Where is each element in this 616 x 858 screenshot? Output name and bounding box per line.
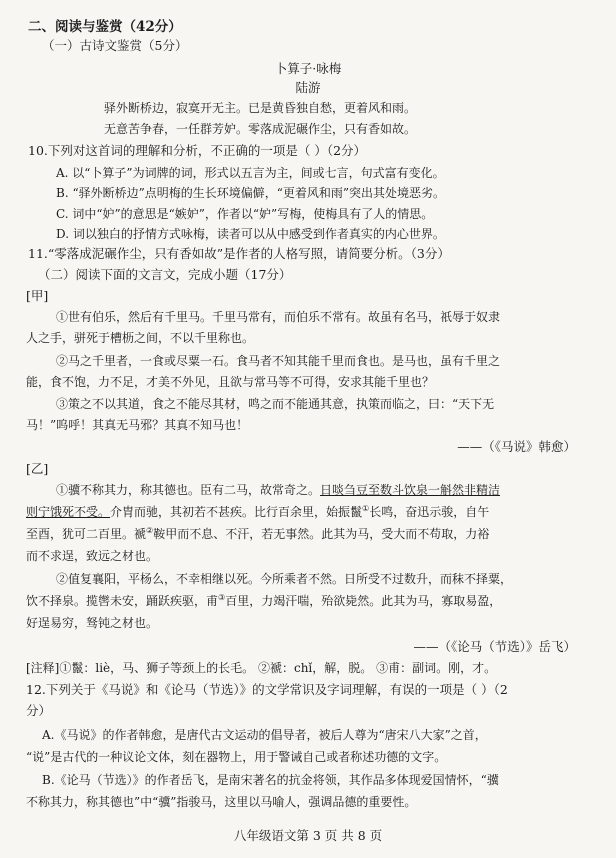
yi-source: ——（《论马（节选）》岳飞） (413, 639, 576, 654)
yi-p1-line3 (26, 528, 489, 540)
poem-title: 卜算子·咏梅 (274, 61, 342, 76)
jia-p2-line2: 能，食不饱，力不足，才美不外见，且欲与常马等不可得，安求其能千里也？ (26, 375, 435, 389)
yi-p1-line1 (56, 484, 500, 496)
note-marker-3: ③ (218, 593, 226, 602)
q12-option-a-line1: A.《马说》的作者韩愈，是唐代古文运动的倡导者，被后人尊为“唐宋八大家”之首， (42, 728, 487, 742)
jia-p1-line1: ①世有伯乐，然后有千里马。千里马常有，而伯乐不常有。故虽有名马，祇辱于奴隶 (56, 310, 501, 324)
yi-p2-line3: 好逞易穷，驽钝之材也。 (26, 616, 159, 630)
yi-p1-line2 (26, 506, 489, 518)
yi-label: [乙] (26, 461, 49, 476)
jia-label: [甲] (26, 288, 49, 303)
q12-stem: 12.下列关于《马说》和《论马（节选）》的文学常识及字词理解，有误的一项是（ ）（2 (26, 682, 508, 697)
note-3: ③甫：副词。刚，才。 (376, 661, 497, 675)
yi-p2-line2-tail: 百里，力竭汗喘，殆欲毙然。此其为马，寡取易盈， (225, 594, 502, 608)
q10-option-d: D. 词以独白的抒情方式咏梅，读者可以从中感受到作者真实的内心世界。 (56, 227, 445, 241)
part2-title: （二）阅读下面的文言文，完成小题（17分） (38, 267, 292, 282)
poem-author: 陆游 (295, 80, 321, 95)
q10-option-a: A. 以“卜算子”为词牌的词，形式以五言为主，间或七言，句式富有变化。 (56, 166, 445, 180)
note-1: ①鬣：liè，马、狮子等颈上的长毛。 (59, 661, 255, 675)
poem-line-2: 无意苦争春，一任群芳妒。零落成泥碾作尘，只有香如故。 (104, 122, 417, 136)
q12-option-a-line2: “说”是古代的一种议论文体，刻在器物上，用于警诫自己或者称述功德的文字。 (26, 750, 447, 764)
jia-p2-line1: ②马之千里者，一食或尽粟一石。食马者不知其能千里而食也。是马也，虽有千里之 (56, 354, 501, 368)
yi-p1-line4: 而不求逞，致远之材也。 (26, 549, 159, 563)
part1-title: （一）古诗文鉴赏（5分） (42, 38, 188, 53)
yi-p1-line3-tail: 鞍甲而不息、不汗，若无事然。此其为马，受大而不苟取，力裕 (153, 527, 490, 541)
q11-stem: 11.“零落成泥碾作尘，只有香如故”是作者的人格写照，请简要分析。（3分） (28, 246, 450, 261)
notes-label: [注释] (26, 661, 60, 675)
jia-p3-line1: ③策之不以其道，食之不能尽其材，鸣之而不能通其意，执策而临之，曰：“天下无 (56, 397, 495, 411)
jia-p3-line2: 马！”呜呼！其真无马邪？其真不知马也！ (26, 418, 249, 432)
yi-p2-line2 (26, 595, 501, 607)
notes (26, 662, 496, 674)
note-marker-2: ② (146, 526, 154, 535)
yi-p2-line1: ②值复襄阳，平杨么，不幸相继以死。今所乘者不然。日所受不过数升，而秣不择粟， (56, 572, 513, 586)
q12-option-b-line1: B.《论马（节选）》的作者岳飞，是南宋著名的抗金将领，其作品多体现爱国情怀，“骥 (42, 773, 499, 787)
q10-option-c: C. 词中“妒”的意思是“嫉妒”，作者以“妒”写梅，使梅具有了人的情思。 (56, 207, 434, 221)
q10-stem: 10.下列对这首词的理解和分析，不正确的一项是（ ）（2分） (28, 143, 367, 158)
yi-p1-line2-tail: 长鸣，奋迅示骏，自午 (369, 505, 490, 519)
yi-p1-underlined-2: 则宁饿死不受。 (26, 505, 111, 519)
page-footer: 八年级语文第 3 页 共 8 页 (233, 828, 383, 843)
q12-stem-cont: 分） (26, 703, 52, 718)
note-marker-1: ① (362, 504, 370, 513)
yi-p1-line2-text: 介胄而驰，其初若不甚疾。比行百余里，始振鬣 (110, 505, 363, 519)
q12-option-b-line2: 不称其力，称其德也”中“骥”指骏马，这里以马喻人，强调品德的重要性。 (26, 795, 417, 809)
jia-source: ——（《马说》韩愈） (457, 439, 576, 454)
section-title: 二、阅读与鉴赏（42分） (28, 19, 182, 35)
q10-option-b: B. “驿外断桥边”点明梅的生长环境偏僻，“更着风和雨”突出其处境恶劣。 (56, 186, 445, 200)
poem-line-1: 驿外断桥边，寂寞开无主。已是黄昏独自愁，更着风和雨。 (104, 101, 417, 115)
yi-p2-line2-text: 饮不择泉。揽辔未安，踊跃疾驱，甫 (26, 594, 219, 608)
yi-p1-plain: ①骥不称其力，称其德也。臣有二马，故常奇之。 (56, 483, 321, 497)
note-2: ②褫：chǐ，解，脱。 (257, 661, 373, 675)
jia-p1-line2: 人之手，骈死于槽枥之间，不以千里称也。 (26, 331, 255, 345)
yi-p1-line3-text: 至酉，犹可二百里。褫 (26, 527, 147, 541)
yi-p1-underlined: 日啖刍豆至数斗饮泉一斛然非精洁 (320, 483, 501, 497)
